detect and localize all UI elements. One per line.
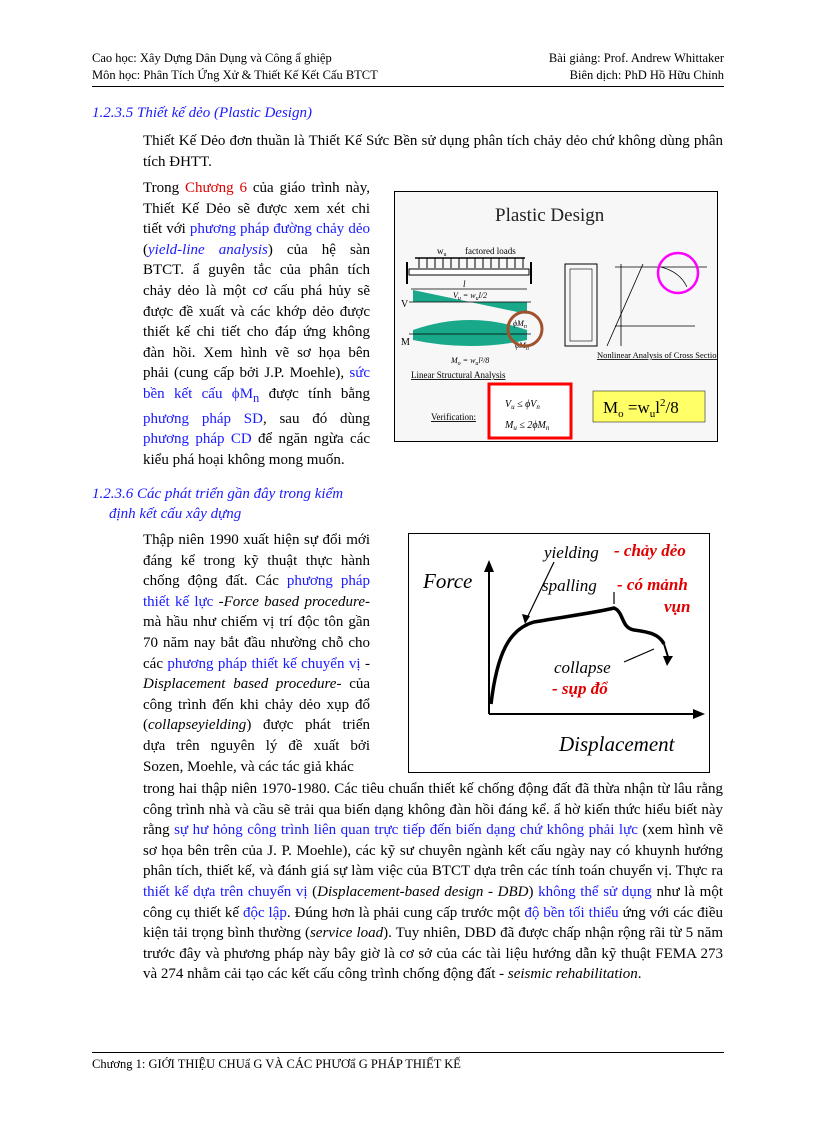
beam — [409, 269, 529, 275]
section2-continuation: trong hai thập niên 1970-1980. Các tiêu chuẩn thiết kế chống động đất đã thừa nhận từ lâu rằng công trình nhà và cầu sẽ trải qua biến dạng không đàn hồi đáng kể. ẩ hờ kiến thức hiểu biết này rằng sự hư hỏng công trình liên quan trực tiếp đến biến dạng chứ không phải lực (xem hình vẽ sơ họa bên trên của J. P. Moehle), các kỹ sư chuyên ngành kết cấu ngày nay có khuynh hướng phân tích, thiết kế, và đánh giá sự làm việc của BTCT dựa trên các tính toán chuyển vị. Thực ra thiết kế dựa trên chuyển vị (Displacement-based design - DBD) không thể sử dụng như là một công cụ thiết kế độc lập. Đúng hơn là phải cung cấp trước một độ bền tối thiểu ứng với các điều kiện tải trọng bình thường (service load). Tuy nhiên, DBD đã được chấp nhận rộng rãi từ 5 năm trước đây và phương pháp này bây giờ là cơ sở của các tài liệu hướng dẫn kỹ thuật FEMA 273 và 274 nhằm cải tạo các kết cấu công trình chống động đất - seismic rehabilitation. — [143, 781, 724, 983]
moment-check: $M_u \le 2\phi M_n$ — [505, 420, 550, 432]
shear-formula: $V_u = w_ul/2$ — [453, 291, 488, 302]
linear-analysis-label: Linear Structural Analysis — [411, 370, 506, 380]
section1-intro: Thiết Kế Dẻo đơn thuần là Thiết Kế Sức Bền sử dụng phân tích chảy dẻo chứ không dùng phân tích ĐHTT. — [143, 133, 723, 170]
force-displacement-figure — [408, 533, 710, 773]
label-m: M — [401, 337, 410, 348]
collapse-vn-label: - sụp đổ — [552, 679, 608, 698]
spalling-vn-label-1: - có mảnh — [617, 575, 688, 594]
figure1-title: Plastic Design — [495, 205, 605, 226]
plastic-design-figure — [394, 191, 718, 442]
yielding-label: yielding — [544, 543, 599, 562]
phiMn-top: $\phi M_n$ — [513, 319, 527, 330]
header-subject: Môn học: Phân Tích Ứng Xử & Thiết Kế Kết Cấu BTCT — [92, 68, 378, 82]
force-displacement-diagram — [409, 534, 709, 772]
cross-section-stirrup — [570, 269, 592, 341]
plastic-design-diagram — [395, 192, 717, 441]
span-label: l — [463, 279, 466, 289]
magenta-highlight-circle — [658, 253, 698, 293]
force-label: Force — [423, 569, 473, 593]
load-arrows — [419, 258, 523, 268]
wu-label: $w_u$ — [437, 246, 447, 258]
header-translator: Biên dịch: PhD Hồ Hữu Chỉnh — [569, 68, 724, 82]
section-title-recent-developments: 1.2.3.6 Các phát triển gần đây trong kiểm định kết cấu xây dựng — [92, 486, 344, 522]
collapse-arrow — [624, 649, 654, 662]
phiMn-bottom: $\phi M_n$ — [515, 341, 529, 352]
factored-loads-label: factored loads — [465, 246, 516, 256]
section-title-plastic-design: 1.2.3.5 Thiết kế dẻo (Plastic Design) — [92, 105, 312, 121]
shear-check: $V_u \le \phi V_n$ — [505, 399, 540, 411]
page-header — [92, 50, 724, 84]
displacement-label: Displacement — [559, 732, 675, 756]
header-divider — [92, 86, 724, 87]
collapse-label: collapse — [554, 658, 611, 677]
spalling-vn-label-2: vụn — [664, 597, 691, 616]
moment-formula: $M_o = w_ul^2/8$ — [451, 356, 490, 367]
section1-paragraph: Trong Chương 6 của giáo trình này, Thiết Kế Dẻo sẽ được xem xét chi tiết với phương pháp đường chảy dẻo (yield-line analysis) của hệ sàn BTCT. ẩ guyên tắc của phân tích chảy dẻo là một cơ cấu phá hủy sẽ được đề xuất và các khớp dẻo được thiết kế chi tiết cho đáp ứng không đàn hồi. Xem hình vẽ sơ họa bên phải (cung cấp bởi J.P. Moehle), sức bền kết cấu $\phi M_n$ được tính bằng phương pháp SD, sau đó dùng phương pháp CD để ngăn ngừa các kiểu phá hoại không mong muốn. — [143, 180, 371, 468]
strain-line — [607, 264, 643, 346]
header-lecture: Bài giảng: Prof. Andrew Whittaker — [548, 51, 724, 65]
spalling-label: spalling — [542, 576, 597, 595]
moment-result: $M_o =w_ul^2/8$ — [603, 397, 679, 420]
stress-block — [661, 267, 687, 287]
footer-divider — [92, 1052, 724, 1053]
page-footer: Chương 1: GIỚI THIỆU CHUẩ G VÀ CÁC PHƯƠẩ G PHÁP THIẾT KẾ — [92, 1057, 461, 1071]
nonlinear-analysis-label: Nonlinear Analysis of Cross Section — [597, 350, 717, 360]
yielding-vn-label: - chảy dẻo — [614, 541, 686, 560]
header-course: Cao học: Xây Dựng Dân Dụng và Công ẩ ghiệp — [92, 51, 332, 65]
verification-label: Verification: — [431, 412, 476, 422]
section2-paragraph: Thập niên 1990 xuất hiện sự đổi mới đáng kể trong kỹ thuật thực hành chống động đất. Các phương pháp thiết kế lực -Force based procedure- mà hầu như chiếm vị trí độc tôn gần 70 năm nay bắt đầu nhường chỗ cho các phương pháp thiết kế chuyển vị -Displacement based procedure- của công trình đến khi chảy dẻo xụp đổ (collapseyielding) được phát triển dựa trên nguyên lý đề xuất bởi Sozen, Moehle, và các tác giả khác — [143, 532, 371, 775]
label-v: V — [401, 299, 409, 310]
